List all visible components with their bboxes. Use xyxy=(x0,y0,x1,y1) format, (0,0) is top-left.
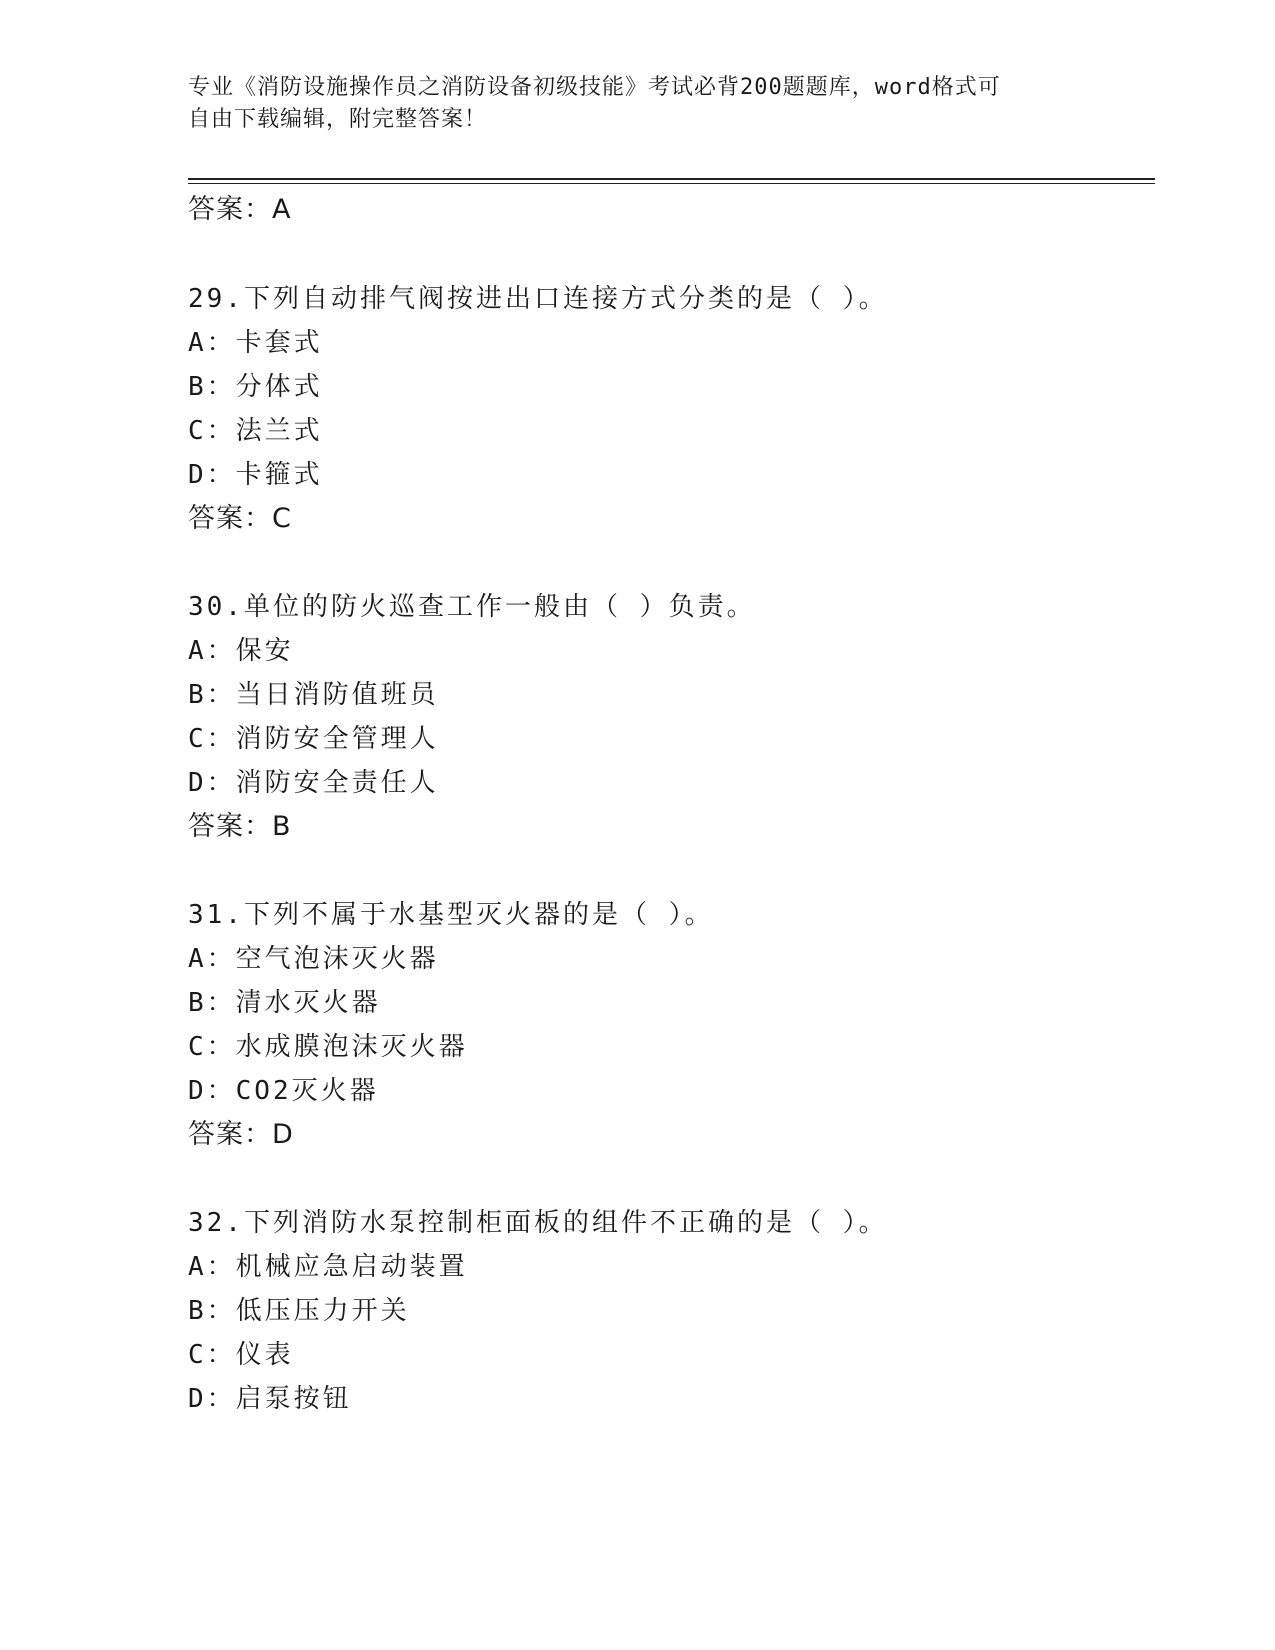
document-header xyxy=(188,72,1088,136)
option-c: C：法兰式 xyxy=(188,416,323,446)
option-d: D：启泵按钮 xyxy=(188,1384,352,1414)
question-stem: 32.下列消防水泵控制柜面板的组件不正确的是（ ）。 xyxy=(188,1208,888,1238)
option-c: C：消防安全管理人 xyxy=(188,724,439,754)
header-divider-thick xyxy=(188,178,1155,180)
option-a: A：空气泡沫灭火器 xyxy=(188,944,439,974)
option-b: B：分体式 xyxy=(188,372,323,402)
answer: 答案：D xyxy=(188,1119,294,1150)
option-d: D：CO2灭火器 xyxy=(188,1076,379,1106)
header-divider-thin xyxy=(188,183,1155,184)
option-d: D：消防安全责任人 xyxy=(188,768,439,798)
question-stem: 29.下列自动排气阀按进出口连接方式分类的是（ ）。 xyxy=(188,284,888,314)
option-c: C：仪表 xyxy=(188,1340,294,1370)
option-b: B：当日消防值班员 xyxy=(188,680,439,710)
option-d: D：卡箍式 xyxy=(188,460,323,490)
option-c: C：水成膜泡沫灭火器 xyxy=(188,1032,468,1062)
question-stem: 31.下列不属于水基型灭火器的是（ ）。 xyxy=(188,900,714,930)
option-b: B：低压压力开关 xyxy=(188,1296,410,1326)
answer: 答案：B xyxy=(188,811,292,842)
option-a: A：机械应急启动装置 xyxy=(188,1252,468,1282)
question-stem: 30.单位的防火巡查工作一般由（ ）负责。 xyxy=(188,592,756,622)
previous-answer: 答案：A xyxy=(188,194,292,225)
option-b: B：清水灭火器 xyxy=(188,988,381,1018)
header-line-1: 专业《消防设施操作员之消防设备初级技能》考试必背200题题库，word格式可 xyxy=(188,75,1001,100)
answer: 答案：C xyxy=(188,503,292,534)
option-a: A：保安 xyxy=(188,636,294,666)
header-line-2: 自由下载编辑，附完整答案！ xyxy=(188,107,488,132)
option-a: A：卡套式 xyxy=(188,328,323,358)
